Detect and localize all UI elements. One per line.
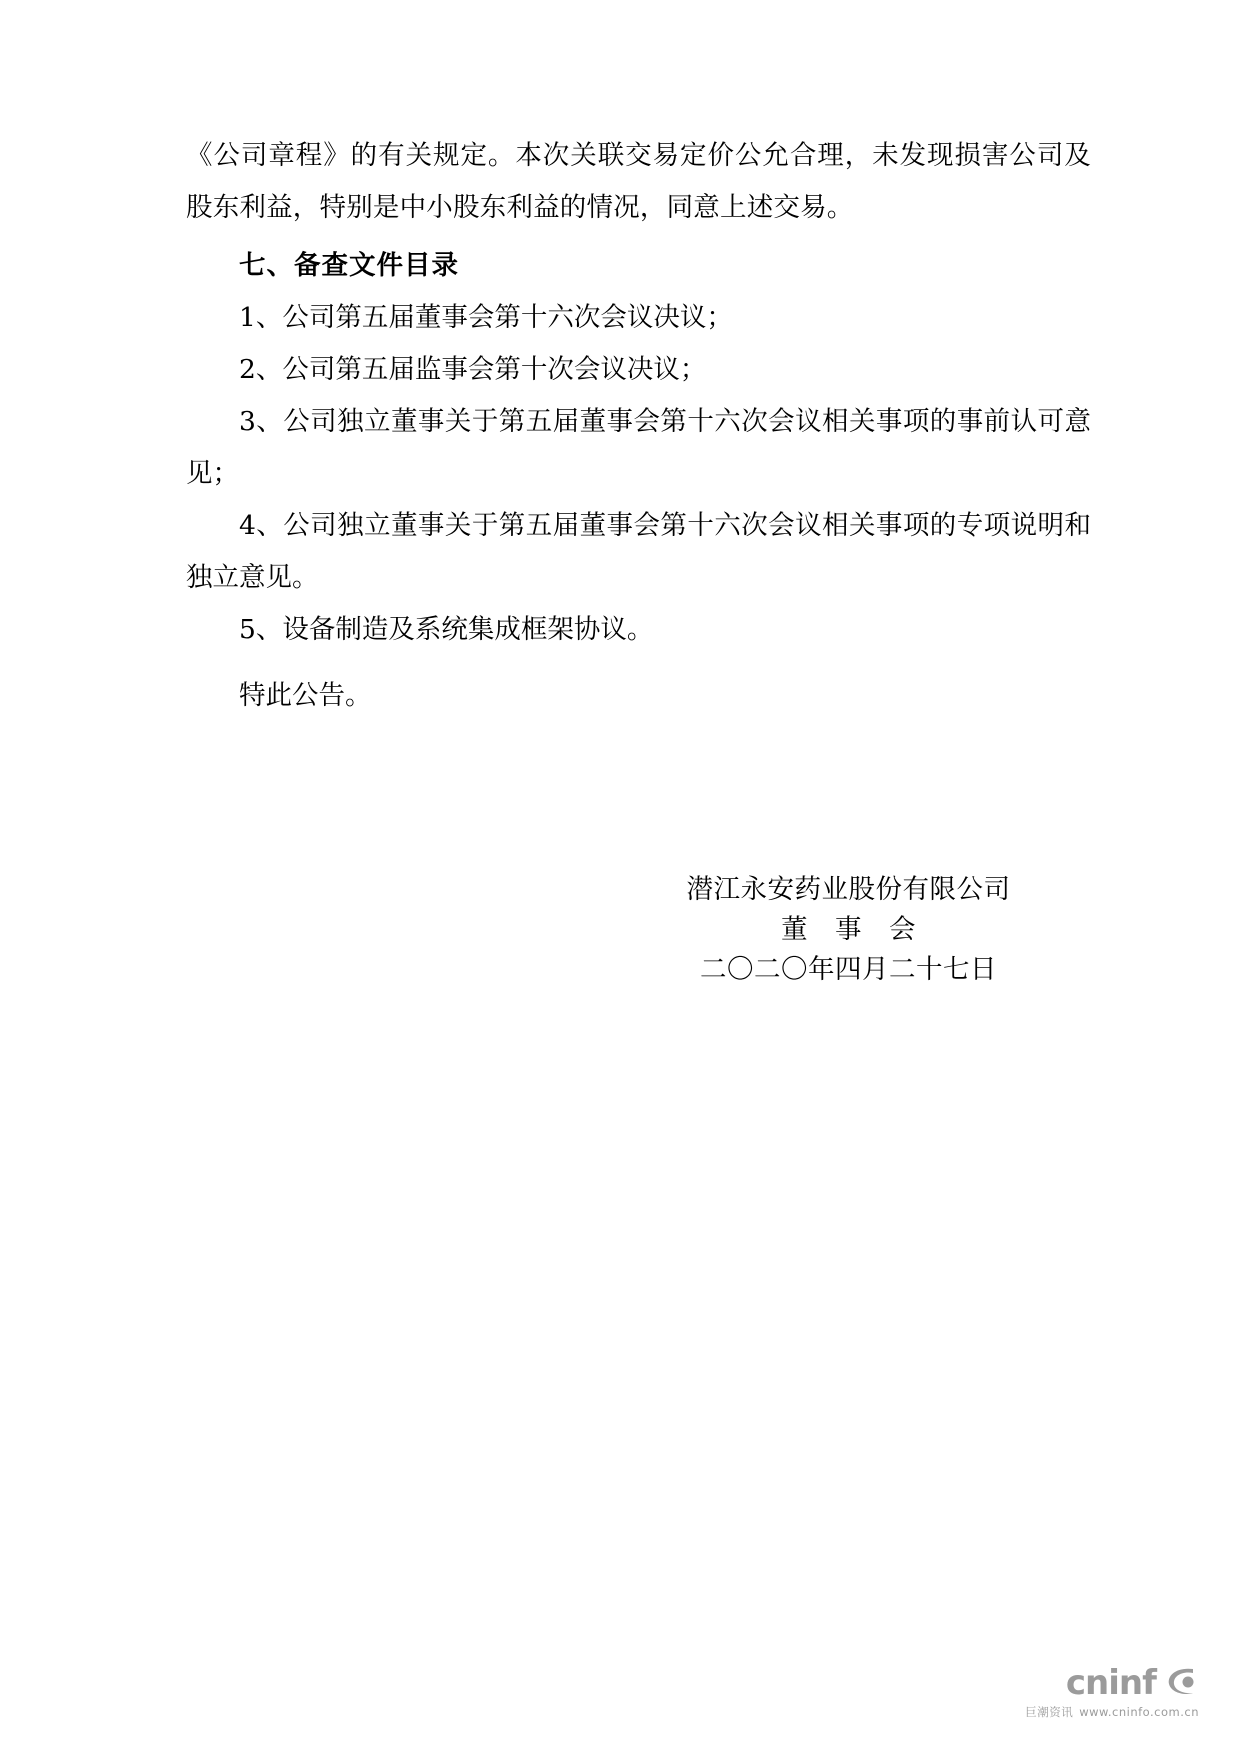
cninfo-logo-icon	[1163, 1665, 1199, 1702]
section-heading: 七、备查文件目录	[239, 250, 459, 281]
notice-text: 特此公告。	[239, 680, 372, 711]
cninfo-watermark	[1025, 1665, 1199, 1719]
cninfo-logo-text: cninf	[1065, 1663, 1156, 1703]
spacer	[186, 656, 1091, 670]
signature-date: 二〇二〇年四月二十七日	[700, 954, 997, 985]
cninfo-logo-url: www.cninfo.com.cn	[1079, 1704, 1199, 1719]
signature-block	[186, 870, 1091, 990]
signature-board: 董 事 会	[781, 914, 916, 945]
signature-company: 潜江永安药业股份有限公司	[686, 874, 1011, 905]
list-item: 4、公司独立董事关于第五届董事会第十六次会议相关事项的专项说明和独立意见。	[186, 510, 1091, 593]
list-item: 5、设备制造及系统集成框架协议。	[239, 614, 654, 645]
opening-paragraph: 《公司章程》的有关规定。本次关联交易定价公允合理，未发现损害公司及股东利益，特别是中小股东利益的情况，同意上述交易。	[186, 140, 1091, 223]
cninfo-logo-cn: 巨潮资讯	[1025, 1704, 1074, 1719]
list-item: 3、公司独立董事关于第五届董事会第十六次会议相关事项的事前认可意见；	[186, 406, 1091, 489]
list-item: 1、公司第五届董事会第十六次会议决议；	[239, 302, 733, 333]
cninfo-logo-subtitle	[1025, 1704, 1199, 1719]
list-item: 2、公司第五届监事会第十次会议决议；	[239, 354, 707, 385]
